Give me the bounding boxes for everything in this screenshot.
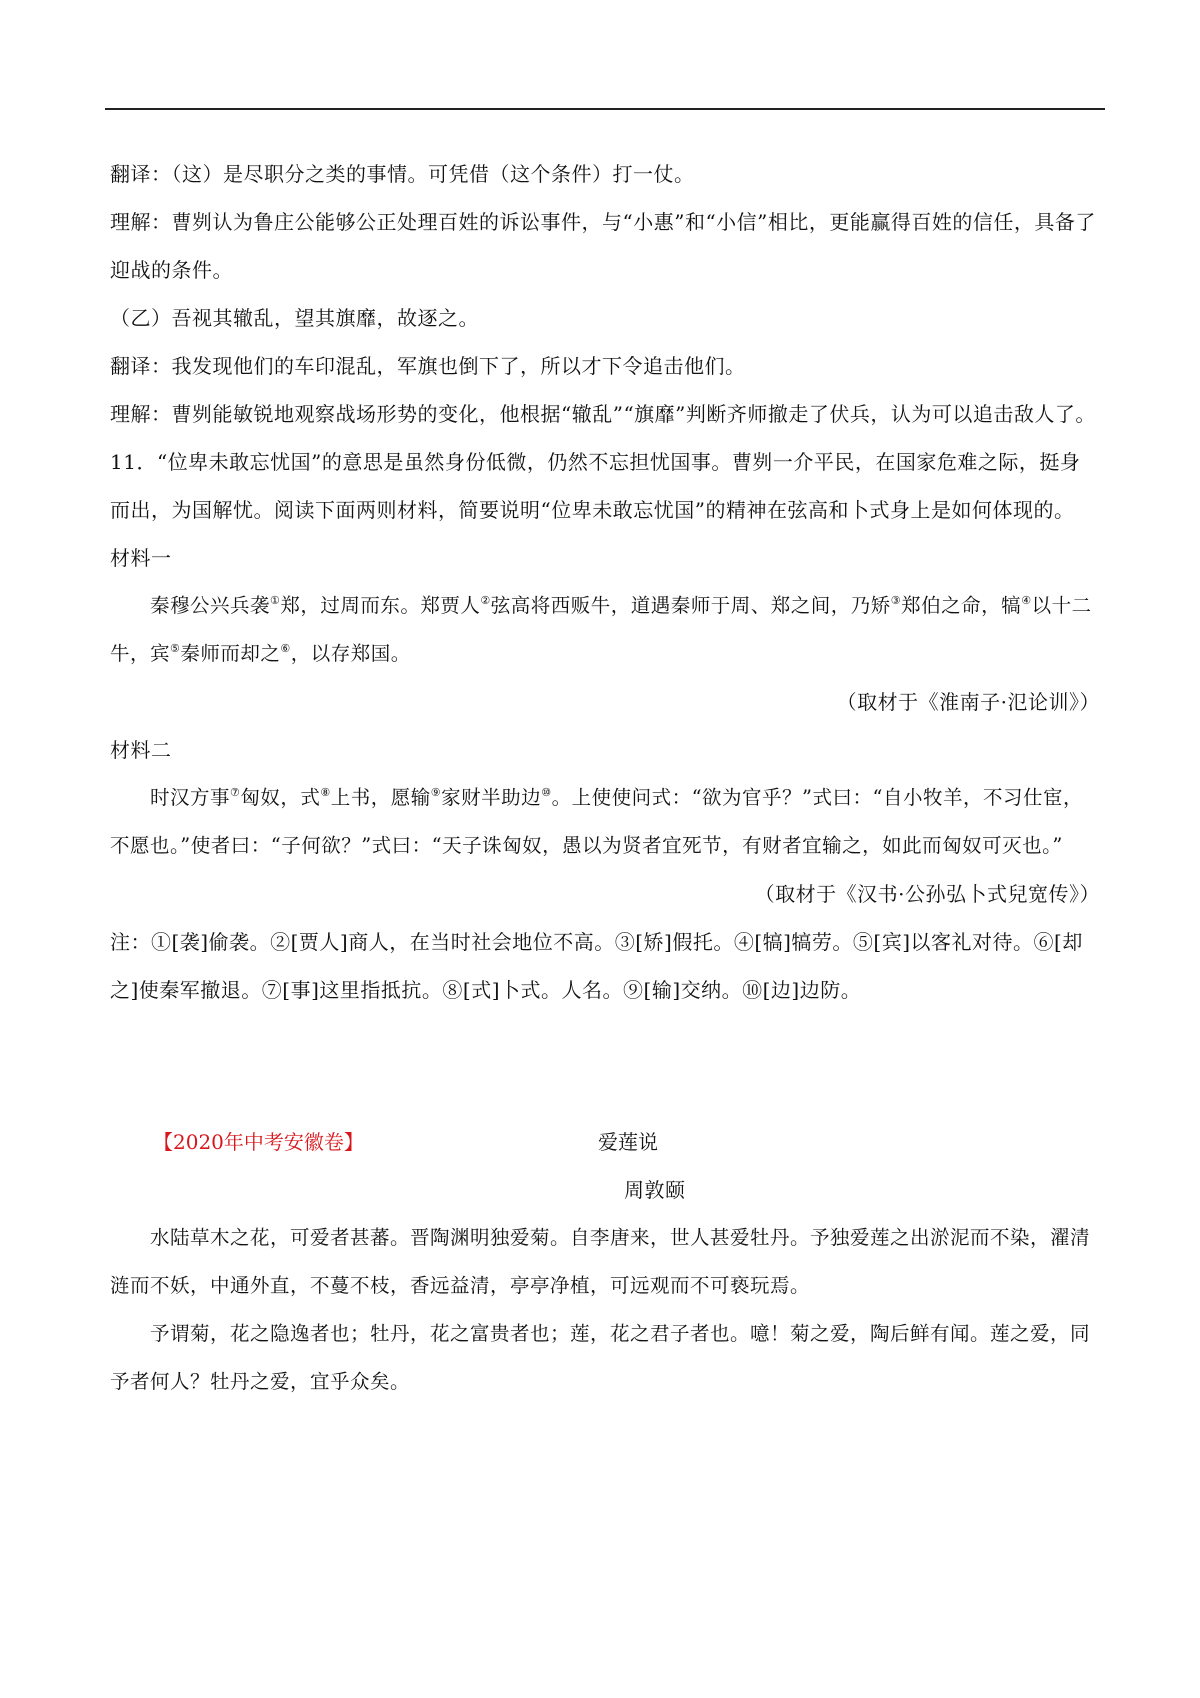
material-1-source: （取材于《淮南子·氾论训》）	[836, 690, 1100, 714]
section-header	[110, 1118, 1100, 1166]
footnotes: 注：①[袭]偷袭。②[贾人]商人，在当时社会地位不高。③[矫]假托。④[犒]犒劳。⑤[宾]以客礼对待。⑥[却之]使秦军撤退。⑦[事]这里指抵抗。⑧[式]卜式。人名。⑨[输]交纳。⑩[边]边防。	[110, 930, 1083, 1002]
header-rule	[105, 108, 1105, 110]
translation-line-2: 翻译：我发现他们的车印混乱，军旗也倒下了，所以才下令追击他们。	[110, 354, 746, 378]
material-2-text: 时汉方事⑦匈奴，式⑧上书，愿输⑨家财半助边⑩。上使使问式：“欲为官乎？”式曰：“自小牧羊，不习仕宦，不愿也。”使者曰：“子何欲？”式曰：“天子诛匈奴，愚以为贤者宜死节，有财者宜输之，如此而匈奴可灭也。”	[110, 786, 1083, 857]
material-1-heading: 材料一	[110, 546, 172, 570]
essay-paragraph-1: 水陆草木之花，可爱者甚蕃。晋陶渊明独爱菊。自李唐来，世人甚爱牡丹。予独爱莲之出淤泥而不染，濯清涟而不妖，中通外直，不蔓不枝，香远益清，亭亭净植，可远观而不可亵玩焉。	[110, 1226, 1091, 1297]
question-11: 11．“位卑未敢忘忧国”的意思是虽然身份低微，仍然不忘担忧国事。曹刿一介平民，在国家危难之际，挺身而出，为国解忧。阅读下面两则材料，简要说明“位卑未敢忘忧国”的精神在弦高和卜式身上是如何体现的。	[110, 450, 1081, 522]
document-body	[110, 150, 1100, 1406]
exam-source-tag: 【2020年中考安徽卷】	[153, 1130, 364, 1154]
material-2-heading: 材料二	[110, 738, 172, 762]
essay-author: 周敦颐	[624, 1178, 686, 1202]
essay-title: 爱莲说	[598, 1130, 658, 1154]
essay-paragraph-2: 予谓菊，花之隐逸者也；牡丹，花之富贵者也；莲，花之君子者也。噫！菊之爱，陶后鲜有闻。莲之爱，同予者何人？牡丹之爱，宜乎众矣。	[110, 1322, 1091, 1393]
understanding-line-1: 理解：曹刿认为鲁庄公能够公正处理百姓的诉讼事件，与“小惠”和“小信”相比，更能赢得百姓的信任，具备了迎战的条件。	[110, 210, 1096, 282]
material-2-source: （取材于《汉书·公孙弘卜式兒宽传》）	[754, 882, 1100, 906]
quote-yi: （乙）吾视其辙乱，望其旗靡，故逐之。	[110, 306, 479, 330]
understanding-line-2: 理解：曹刿能敏锐地观察战场形势的变化，他根据“辙乱”“旗靡”判断齐师撤走了伏兵，认为可以追击敌人了。	[110, 402, 1096, 426]
translation-line-1: 翻译：（这）是尽职分之类的事情。可凭借（这个条件）打一仗。	[110, 162, 695, 186]
material-1-text: 秦穆公兴兵袭①郑，过周而东。郑贾人②弦高将西贩牛，道遇秦师于周、郑之间，乃矫③郑伯之命，犒④以十二牛，宾⑤秦师而却之⑥，以存郑国。	[110, 594, 1092, 665]
